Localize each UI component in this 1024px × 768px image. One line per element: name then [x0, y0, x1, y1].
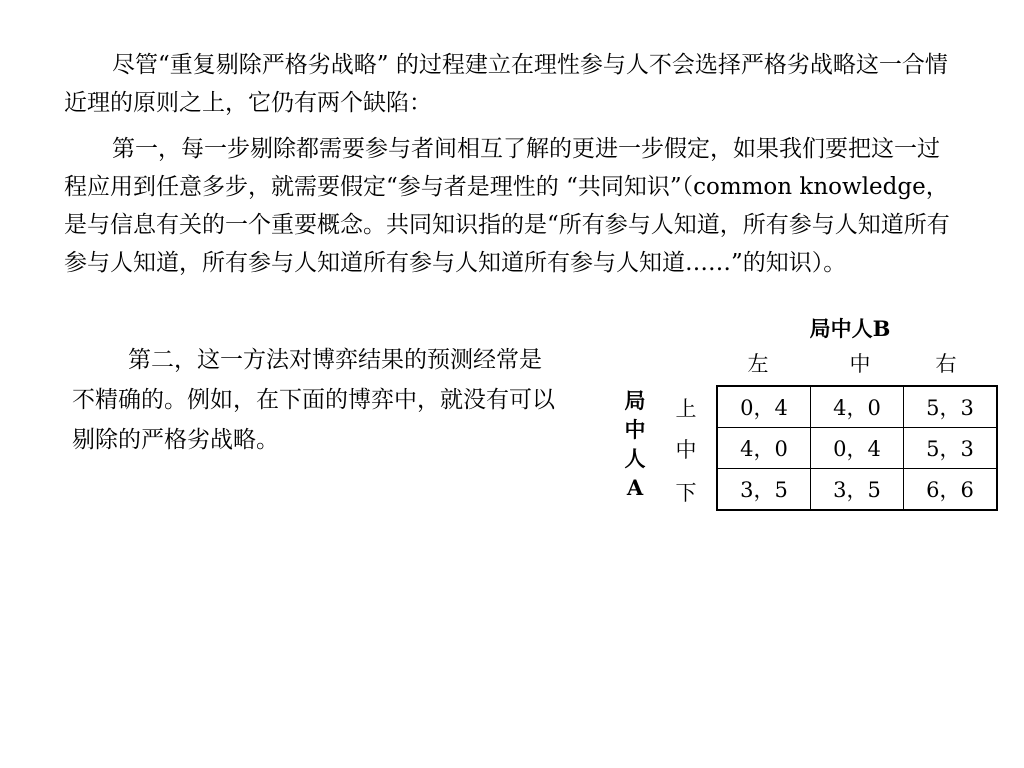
table-row — [717, 386, 997, 428]
player-a-char: 人 — [624, 446, 646, 471]
player-a-char: 中 — [624, 417, 646, 442]
col-label-middle: 中 — [849, 352, 871, 376]
player-a-char: A — [626, 475, 644, 500]
player-a-label — [620, 386, 650, 502]
col-label-left: 左 — [747, 352, 769, 376]
payoff-cell: 4，0 — [811, 386, 904, 428]
row-label-up: 上 — [675, 397, 697, 421]
paragraph-second-defect: 第二，这一方法对博弈结果的预测经常是不精确的。例如，在下面的博弈中，就没有可以剔除的严格劣战略。 — [72, 347, 555, 453]
row-label-middle: 中 — [675, 438, 697, 462]
payoff-matrix — [716, 385, 998, 511]
payoff-cell: 6，6 — [904, 469, 998, 511]
payoff-cell: 0，4 — [717, 386, 811, 428]
player-a-char: 局 — [624, 388, 646, 413]
payoff-cell: 5，3 — [904, 428, 998, 469]
payoff-cell: 5，3 — [904, 386, 998, 428]
payoff-cell: 0，4 — [811, 428, 904, 469]
table-row — [717, 469, 997, 511]
payoff-cell: 3，5 — [717, 469, 811, 511]
row-label-down: 下 — [675, 481, 697, 505]
col-label-right: 右 — [935, 352, 957, 376]
player-b-label: 局中人B — [809, 316, 891, 341]
table-row — [717, 428, 997, 469]
payoff-cell: 4，0 — [717, 428, 811, 469]
payoff-cell: 3，5 — [811, 469, 904, 511]
paragraph-first-defect: 第一，每一步剔除都需要参与者间相互了解的更进一步假定，如果我们要把这一过程应用到任意多步，就需要假定“参与者是理性的 “共同知识”（common knowledge，是与信息有关的一个重要概念。共同知识指的是“所有参与人知道，所有参与人知道所有参与人知道，所有参与人知道所有参与人知道所有参与人知道……”的知识）。 — [64, 136, 950, 276]
paragraph-defects-intro: 尽管“重复剔除严格劣战略” 的过程建立在理性参与人不会选择严格劣战略这一合情近理的原则之上，它仍有两个缺陷： — [64, 52, 948, 116]
